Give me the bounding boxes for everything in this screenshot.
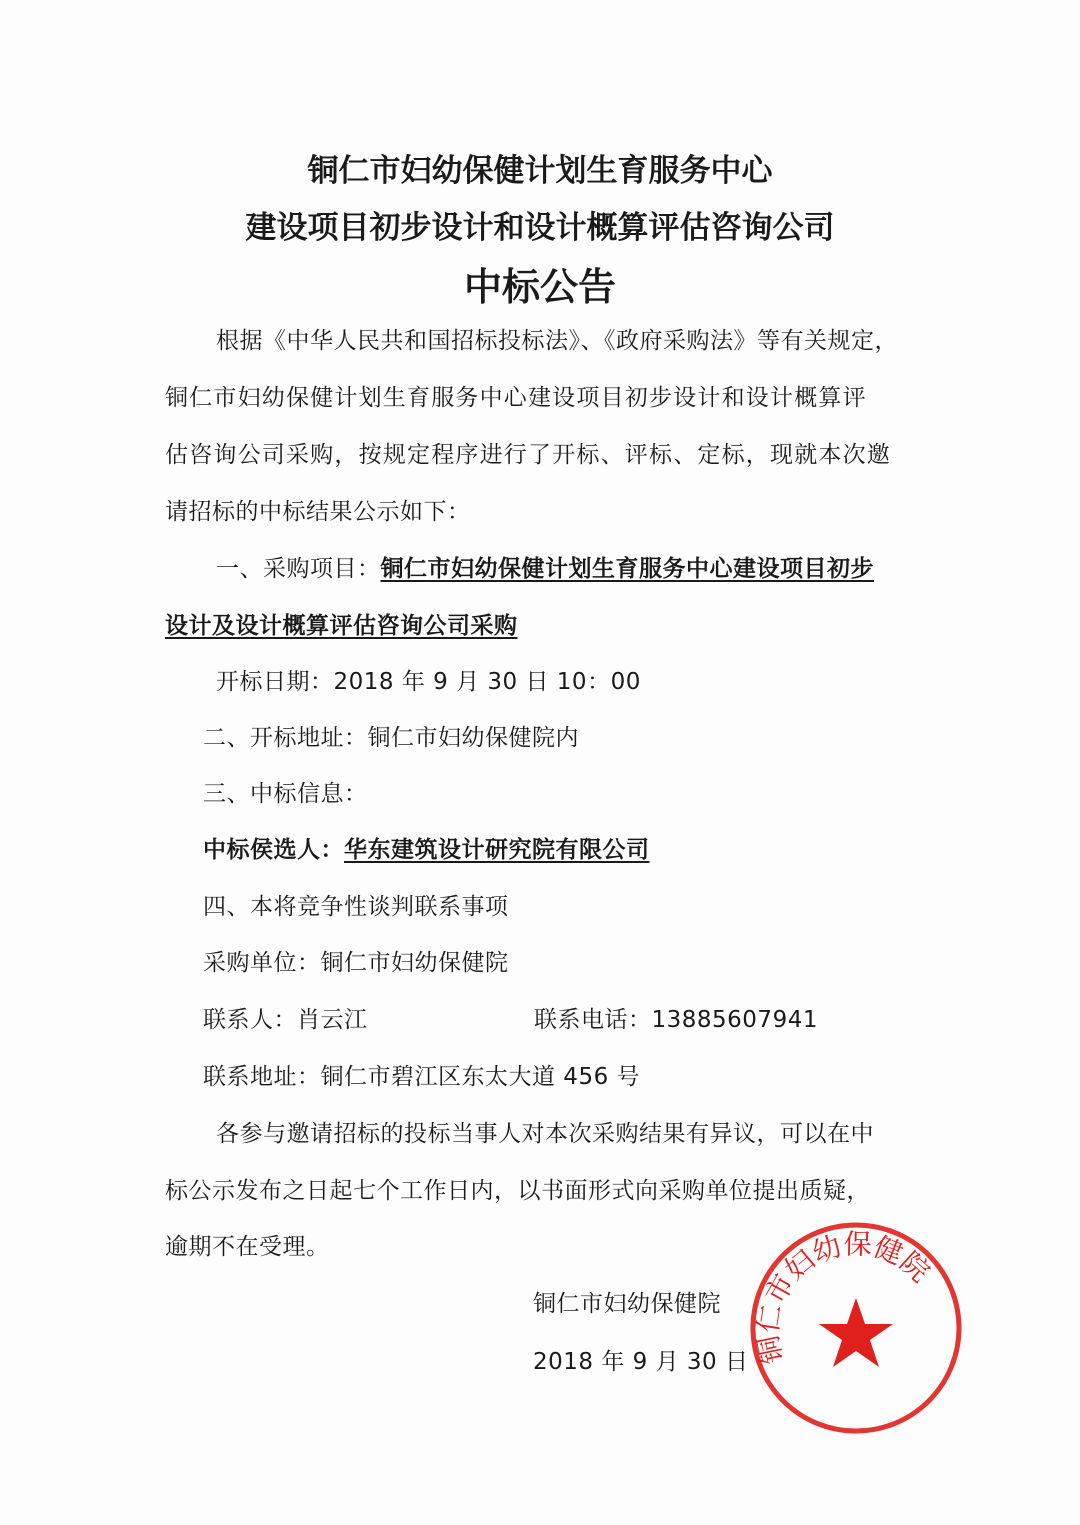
section1-label: 一、采购项目： bbox=[216, 556, 381, 582]
notice-line: 标公示发布之日起七个工作日内，以书面形式向采购单位提出质疑， bbox=[165, 1178, 870, 1204]
candidate-line bbox=[203, 831, 650, 864]
section3-label: 三、中标信息： bbox=[203, 781, 368, 807]
intro-line: 根据《中华人民共和国招标投标法》、《政府采购法》等有关规定， bbox=[216, 328, 898, 354]
notice-line: 各参与邀请招标的投标当事人对本次采购结果有异议，可以在中 bbox=[216, 1121, 874, 1147]
purchase-unit: 采购单位：铜仁市妇幼保健院 bbox=[203, 950, 509, 976]
intro-line: 估咨询公司采购，按规定程序进行了开标、评标、定标，现就本次邀 bbox=[165, 442, 891, 468]
title-line-3: 中标公告 bbox=[463, 265, 616, 309]
notice-line: 逾期不在受理。 bbox=[165, 1234, 330, 1260]
section2: 二、开标地址：铜仁市妇幼保健院内 bbox=[203, 725, 579, 751]
title-line-2: 建设项目初步设计和设计概算评估咨询公司 bbox=[245, 210, 835, 246]
signature-org: 铜仁市妇幼保健院 bbox=[533, 1291, 721, 1317]
title-line-1: 铜仁市妇幼保健计划生育服务中心 bbox=[307, 153, 773, 189]
signature-date: 2018 年 9 月 30 日 bbox=[533, 1349, 749, 1375]
contact-phone: 联系电话：13885607941 bbox=[534, 1007, 818, 1033]
contact-address: 联系地址：铜仁市碧江区东太大道 456 号 bbox=[203, 1064, 641, 1090]
star-icon bbox=[819, 1298, 893, 1367]
candidate-name: 华东建筑设计研究院有限公司 bbox=[344, 837, 650, 863]
official-seal bbox=[748, 1220, 964, 1436]
intro-line: 请招标的中标结果公示如下： bbox=[165, 499, 471, 525]
svg-text:铜仁市妇幼保健院: 铜仁市妇幼保健院 bbox=[751, 1227, 937, 1367]
section4-label: 四、本将竞争性谈判联系事项 bbox=[203, 894, 509, 920]
section1-line bbox=[216, 550, 874, 583]
intro-line: 铜仁市妇幼保健计划生育服务中心建设项目初步设计和设计概算评 bbox=[165, 385, 867, 411]
project-name-part1: 铜仁市妇幼保健计划生育服务中心建设项目初步 bbox=[380, 556, 874, 582]
candidate-label: 中标侯选人： bbox=[203, 837, 344, 863]
open-date: 开标日期：2018 年 9 月 30 日 10：00 bbox=[216, 669, 641, 695]
contact-person: 联系人：肖云江 bbox=[203, 1007, 368, 1033]
project-name-part2: 设计及设计概算评估咨询公司采购 bbox=[165, 613, 518, 639]
